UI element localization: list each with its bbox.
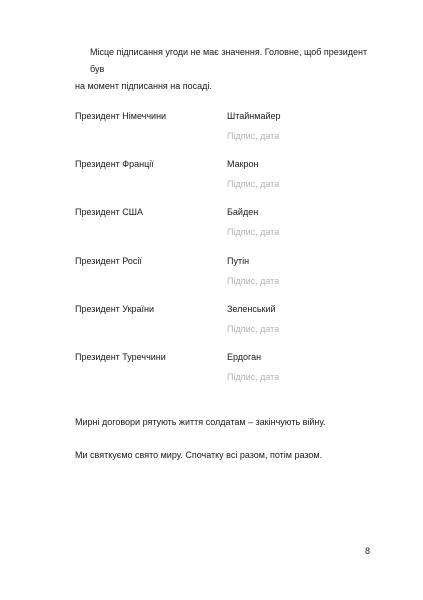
- page-number: 8: [365, 546, 371, 556]
- signature-placeholder: Підпис, дата: [227, 179, 280, 189]
- signature-placeholder: Підпис, дата: [227, 276, 280, 286]
- signatory-role: Президент США: [75, 207, 144, 217]
- signatory-name: Ердоган: [227, 352, 262, 362]
- signatory-row-germany: [75, 110, 375, 146]
- signature-placeholder: Підпис, дата: [227, 227, 280, 237]
- signatory-role: Президент Росії: [75, 256, 142, 266]
- signature-placeholder: Підпис, дата: [227, 131, 280, 141]
- signatory-role: Президент Туреччини: [75, 352, 166, 362]
- closing-line-1: Мирні договори рятують життя солдатам – закінчують війну.: [75, 417, 326, 427]
- signatory-name: Макрон: [227, 159, 259, 169]
- signatory-name: Штайнмайер: [227, 111, 281, 121]
- signature-placeholder: Підпис, дата: [227, 372, 280, 382]
- signatory-row-ukraine: [75, 303, 375, 339]
- signatory-row-usa: [75, 206, 375, 242]
- signatory-role: Президент Франції: [75, 159, 154, 169]
- signatory-role: Президент Німеччини: [75, 111, 167, 121]
- signatory-name: Байден: [227, 207, 259, 217]
- intro-line-1: Місце підписання угоди не має значення. Головне, щоб президент був: [90, 47, 368, 74]
- intro-line-2: на момент підписання на посаді.: [75, 81, 212, 91]
- closing-line-2: Ми святкуємо свято миру. Спочатку всі разом, потім разом.: [75, 450, 323, 460]
- signature-placeholder: Підпис, дата: [227, 324, 280, 334]
- signatory-row-russia: [75, 255, 375, 291]
- signatory-name: Зеленський: [227, 304, 276, 314]
- signatory-role: Президент України: [75, 304, 155, 314]
- signatory-row-turkey: [75, 351, 375, 387]
- signatory-row-france: [75, 158, 375, 194]
- signatory-name: Путін: [227, 256, 250, 266]
- intro-paragraph: [75, 44, 375, 95]
